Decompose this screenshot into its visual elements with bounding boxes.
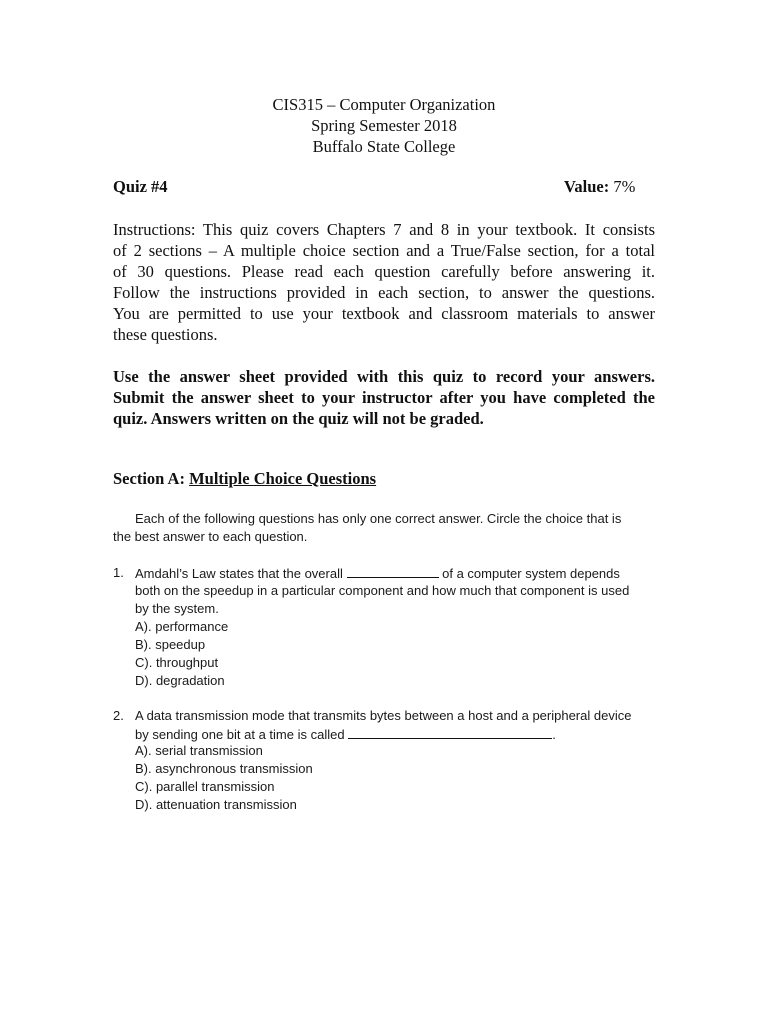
section-a-title: Multiple Choice Questions xyxy=(189,469,377,488)
answer-choice: C). parallel transmission xyxy=(135,779,275,794)
answer-choice: A). serial transmission xyxy=(135,743,263,758)
quiz-value-number: 7% xyxy=(613,177,636,196)
section-a-heading xyxy=(113,469,376,489)
quiz-value-label: Value: xyxy=(564,177,610,196)
quiz-label: Quiz #4 xyxy=(113,177,168,196)
instructions-line: these questions. xyxy=(113,325,218,344)
notice-line: Submit the answer sheet to your instructor after you have completed the xyxy=(113,388,655,407)
question-text: by sending one bit at a time is called xyxy=(135,727,345,742)
section-a-intro: the best answer to each question. xyxy=(113,529,308,544)
answer-choice: D). degradation xyxy=(135,673,225,688)
section-a-intro: Each of the following questions has only one correct answer. Circle the choice that is xyxy=(135,511,622,526)
quiz-value xyxy=(564,177,635,197)
question-text: by the system. xyxy=(135,601,219,616)
answer-choice: B). speedup xyxy=(135,637,206,652)
question-text: both on the speedup in a particular component and how much that component is used xyxy=(135,583,630,598)
semester-title: Spring Semester 2018 xyxy=(311,116,457,135)
college-title: Buffalo State College xyxy=(312,137,456,156)
instructions-line: of 2 sections – A multiple choice section and a True/False section, for a total xyxy=(113,241,655,260)
instructions-line: Follow the instructions provided in each section, to answer the questions. xyxy=(113,283,655,302)
instructions-line: Instructions: This quiz covers Chapters 7 and 8 in your textbook. It consists xyxy=(113,220,655,239)
question-text: A data transmission mode that transmits bytes between a host and a peripheral device xyxy=(135,708,632,723)
notice-line: quiz. Answers written on the quiz will not be graded. xyxy=(113,409,484,428)
answer-choice: D). attenuation transmission xyxy=(135,797,297,812)
question-text: . xyxy=(552,727,556,742)
question-number: 1. xyxy=(113,565,124,580)
notice-line: Use the answer sheet provided with this quiz to record your answers. xyxy=(113,367,655,386)
answer-choice: C). throughput xyxy=(135,655,219,670)
answer-choice: A). performance xyxy=(135,619,229,634)
question-text: Amdahl’s Law states that the overall xyxy=(135,566,343,581)
answer-choice: B). asynchronous transmission xyxy=(135,761,313,776)
question-number: 2. xyxy=(113,708,124,723)
section-a-prefix: Section A: xyxy=(113,469,185,488)
question-1-line-1 xyxy=(135,564,620,583)
instructions-line: You are permitted to use your textbook and classroom materials to answer xyxy=(113,304,655,323)
instructions-line: of 30 questions. Please read each question carefully before answering it. xyxy=(113,262,655,281)
answer-blank xyxy=(348,725,552,739)
course-title: CIS315 – Computer Organization xyxy=(272,95,496,114)
question-text: of a computer system depends xyxy=(442,566,620,581)
answer-blank xyxy=(347,564,439,578)
